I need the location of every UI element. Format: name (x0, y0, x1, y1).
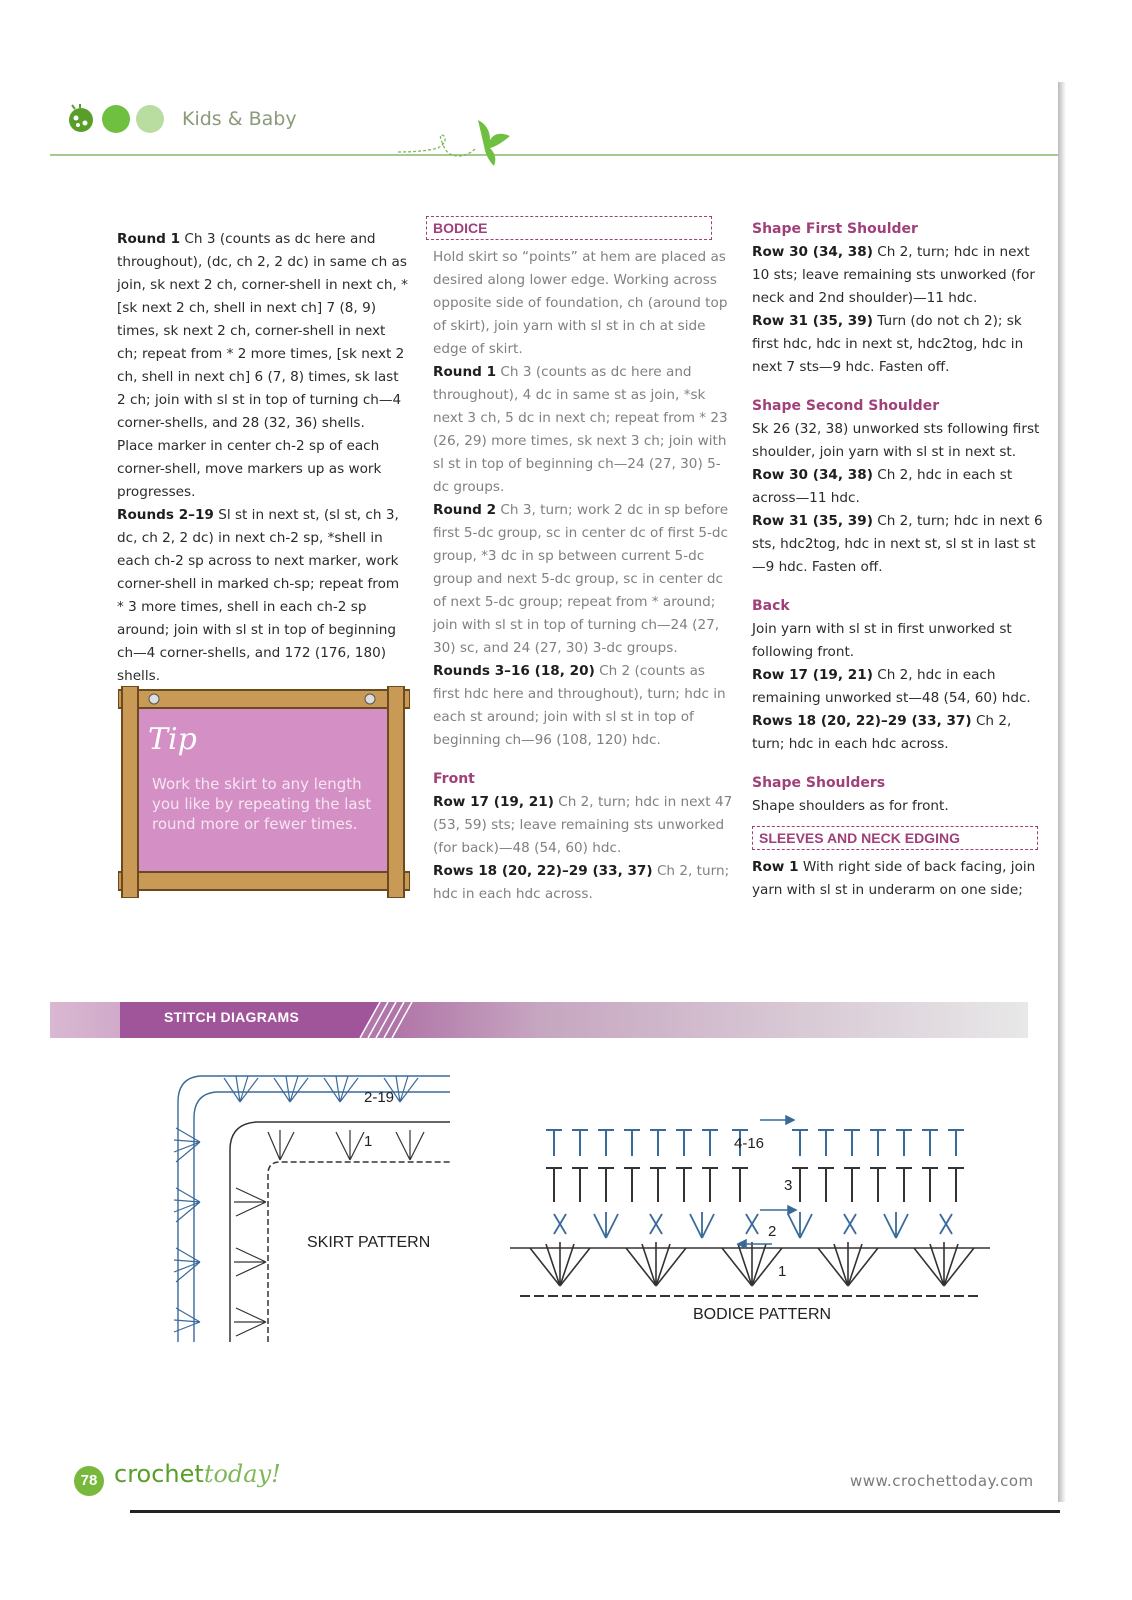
tip-text: Work the skirt to any length you like by repeating the last round more or fewer times. (152, 775, 372, 833)
dot-light-green (136, 105, 164, 133)
front-rows-18: Rows 18 (20, 22)–29 (33, 37) Ch 2, turn; hdc in each hdc across. (433, 863, 730, 902)
bodice-row-2: 2 (768, 1223, 777, 1240)
front-row-17: Row 17 (19, 21) Ch 2, turn; hdc in next 47 (53, 59) sts; leave remaining sts unworked (for back)—48 (54, 60) hdc. (433, 794, 733, 856)
rounds-2-19: Rounds 2–19 Sl st in next st, (sl st, ch 3, dc, ch 2, 2 dc) in next ch-2 sp, *shell in each ch-2 sp across to next marker, work corner-shell in marked ch-sp; repeat from * 3 more times, shell in each ch-2 sp around; join with sl st in top of beginning ch—4 corner-shells, and 172 (176, 180) shells. (117, 507, 400, 684)
shape-first-shoulder-heading: Shape First Shoulder (752, 221, 918, 237)
skirt-round-2-19: 2-19 (364, 1089, 395, 1106)
marker-note: Place marker in center ch-2 sp of each corner-shell, move markers up as work progresses. (117, 438, 382, 500)
tip-board (118, 686, 410, 898)
column-1 (117, 228, 409, 711)
bodice-row-4-16: 4-16 (734, 1135, 765, 1152)
page-edge (1058, 82, 1066, 1502)
bodice-pattern-diagram (510, 1110, 1000, 1300)
dot-green (102, 105, 130, 133)
stitch-diagrams-title: STITCH DIAGRAMS (164, 1009, 300, 1025)
bodice-row-3: 3 (784, 1177, 793, 1194)
second-shoulder-intro: Sk 26 (32, 38) unworked sts following first shoulder, join yarn with sl st in next st. (752, 421, 1040, 460)
skirt-round-1: 1 (364, 1133, 373, 1150)
second-shoulder-row-30: Row 30 (34, 38) Ch 2, hdc in each st across—11 hdc. (752, 467, 1013, 506)
bodice-header: BODICE (426, 216, 712, 240)
back-rows-18: Rows 18 (20, 22)–29 (33, 37) Ch 2, turn; hdc in each hdc across. (752, 713, 1012, 752)
bodice-pattern-label: BODICE PATTERN (693, 1306, 832, 1323)
skirt-pattern-label: SKIRT PATTERN (307, 1234, 431, 1251)
back-intro: Join yarn with sl st in first unworked st following front. (752, 621, 1012, 660)
front-heading: Front (433, 771, 475, 787)
butterfly-icon (398, 112, 538, 172)
back-row-17: Row 17 (19, 21) Ch 2, hdc in each remaining unworked st—48 (54, 60) hdc. (752, 667, 1031, 706)
page-number: 78 (74, 1466, 104, 1496)
first-shoulder-row-31: Row 31 (35, 39) Turn (do not ch 2); sk first hdc, hdc in next st, hdc2tog, hdc in next 7 sts—9 hdc. Fasten off. (752, 313, 1024, 375)
header-rule (50, 154, 1060, 156)
back-heading: Back (752, 598, 790, 614)
bodice-round-2: Round 2 Ch 3, turn; work 2 dc in sp before first 5-dc group, sc in center dc of first 5-dc group, *3 dc in sp between current 5-dc group and next 5-dc group, sc in center dc of next 5-dc group; repeat from * around; join with sl st in top of turning ch—24 (27, 30) sc, and 24 (27, 30) 3-dc groups. (433, 502, 729, 656)
tip-title: Tip (148, 722, 197, 757)
website-url: www.crochettoday.com (850, 1472, 1034, 1490)
section-dots (66, 104, 164, 134)
sleeves-row-1: Row 1 With right side of back facing, join yarn with sl st in underarm on one side; (752, 859, 1036, 898)
ladybug-icon (66, 104, 96, 134)
second-shoulder-row-31: Row 31 (35, 39) Ch 2, turn; hdc in next 6 sts, hdc2tog, hdc in next st, sl st in last st—9 hdc. Fasten off. (752, 513, 1043, 575)
first-shoulder-row-30: Row 30 (34, 38) Ch 2, turn; hdc in next 10 sts; leave remaining sts unworked (for neck and 2nd shoulder)—11 hdc. (752, 244, 1035, 306)
skirt-pattern-diagram (160, 1062, 460, 1362)
shape-second-shoulder-heading: Shape Second Shoulder (752, 398, 940, 414)
bodice-rounds-3-16: Rounds 3–16 (18, 20) Ch 2 (counts as first hdc here and throughout), turn; hdc in each st around; join with sl st in top of beginning ch—96 (108, 120) hdc. (433, 663, 726, 748)
column-3 (752, 218, 1048, 902)
bodice-round-1: Round 1 Ch 3 (counts as dc here and throughout), 4 dc in same st as join, *sk next 3 ch, 5 dc in next ch; repeat from * 23 (26, 29) more times, sk next 3 ch; join with sl st in top of beginning ch—24 (27, 30) 5-dc groups. (433, 364, 728, 495)
sleeves-header: SLEEVES AND NECK EDGING (752, 826, 1038, 850)
round-1: Round 1 Ch 3 (counts as dc here and throughout), (dc, ch 2, 2 dc) in same ch as join, sk next 2 ch, corner-shell in next ch, *[sk next 2 ch, shell in next ch] 7 (8, 9) times, sk next 2 ch, corner-shell in next ch; repeat from * 2 more times, [sk next 2 ch, shell in next ch] 6 (7, 8) times, sk last 2 ch; join with sl st in top of turning ch—4 corner-shells, and 28 (32, 36) shells. (117, 231, 408, 431)
section-title: Kids & Baby (182, 108, 297, 130)
bodice-row-1: 1 (778, 1263, 787, 1280)
footer-rule (130, 1510, 1060, 1513)
shape-shoulders-text: Shape shoulders as for front. (752, 798, 949, 814)
column-2 (433, 246, 733, 906)
magazine-logo: crochettoday! (114, 1460, 281, 1488)
shape-shoulders-heading: Shape Shoulders (752, 775, 886, 791)
bodice-intro: Hold skirt so “points” at hem are placed as desired along lower edge. Working across opposite side of foundation, ch (around top of skirt), join yarn with sl st in ch at side edge of skirt. (433, 249, 728, 357)
